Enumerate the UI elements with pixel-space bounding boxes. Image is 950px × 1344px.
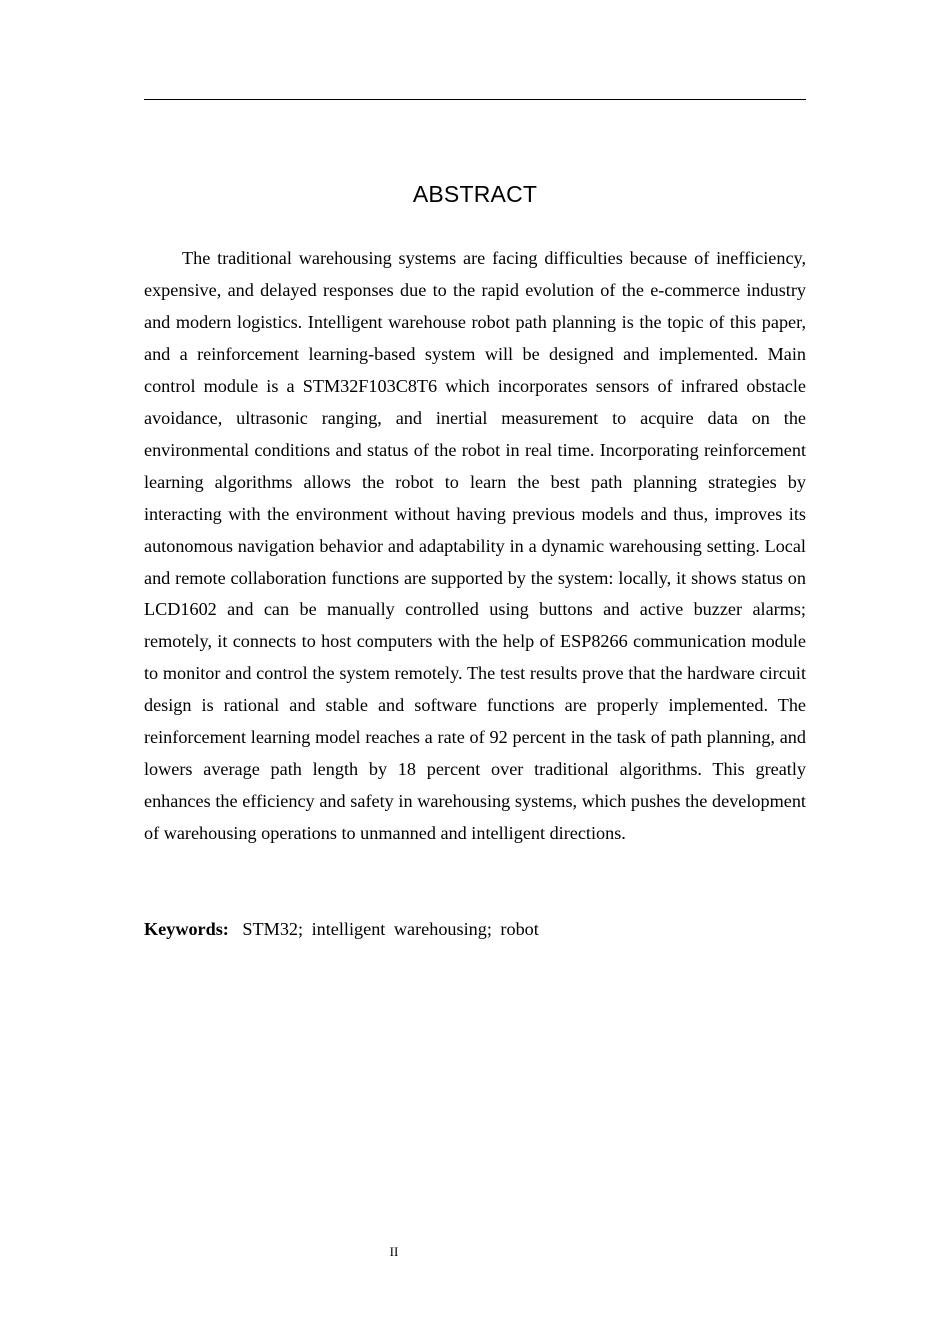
- page-number: II: [389, 1244, 399, 1259]
- keywords-value: STM32; intelligent warehousing; robot: [242, 919, 539, 939]
- abstract-title: ABSTRACT: [412, 181, 538, 207]
- keywords-line: [144, 914, 806, 946]
- keywords-label: Keywords:: [144, 919, 229, 939]
- abstract-body: The traditional warehousing systems are facing difficulties because of inefficiency, expensive, and delayed responses due to the rapid evolution of the e-commerce industry and modern logistics. Intelligent warehouse robot path planning is the topic of this paper, and a reinforcement learning-based system will be designed and implemented. Main control module is a STM32F103C8T6 which incorporates sensors of infrared obstacle avoidance, ultrasonic ranging, and inertial measurement to acquire data on the environmental conditions and status of the robot in real time. Incorporating reinforcement learning algorithms allows the robot to learn the best path planning strategies by interacting with the environment without having previous models and thus, improves its autonomous navigation behavior and adaptability in a dynamic warehousing setting. Local and remote collaboration functions are supported by the system: locally, it shows status on LCD1602 and can be manually controlled using buttons and active buzzer alarms; remotely, it connects to host computers with the help of ESP8266 communication module to monitor and control the system remotely. The test results prove that the hardware circuit design is rational and stable and software functions are properly implemented. The reinforcement learning model reaches a rate of 92 percent in the task of path planning, and lowers average path length by 18 percent over traditional algorithms. This greatly enhances the efficiency and safety in warehousing systems, which pushes the development of warehousing operations to unmanned and intelligent directions.: [144, 248, 806, 844]
- header-rule: [144, 99, 806, 100]
